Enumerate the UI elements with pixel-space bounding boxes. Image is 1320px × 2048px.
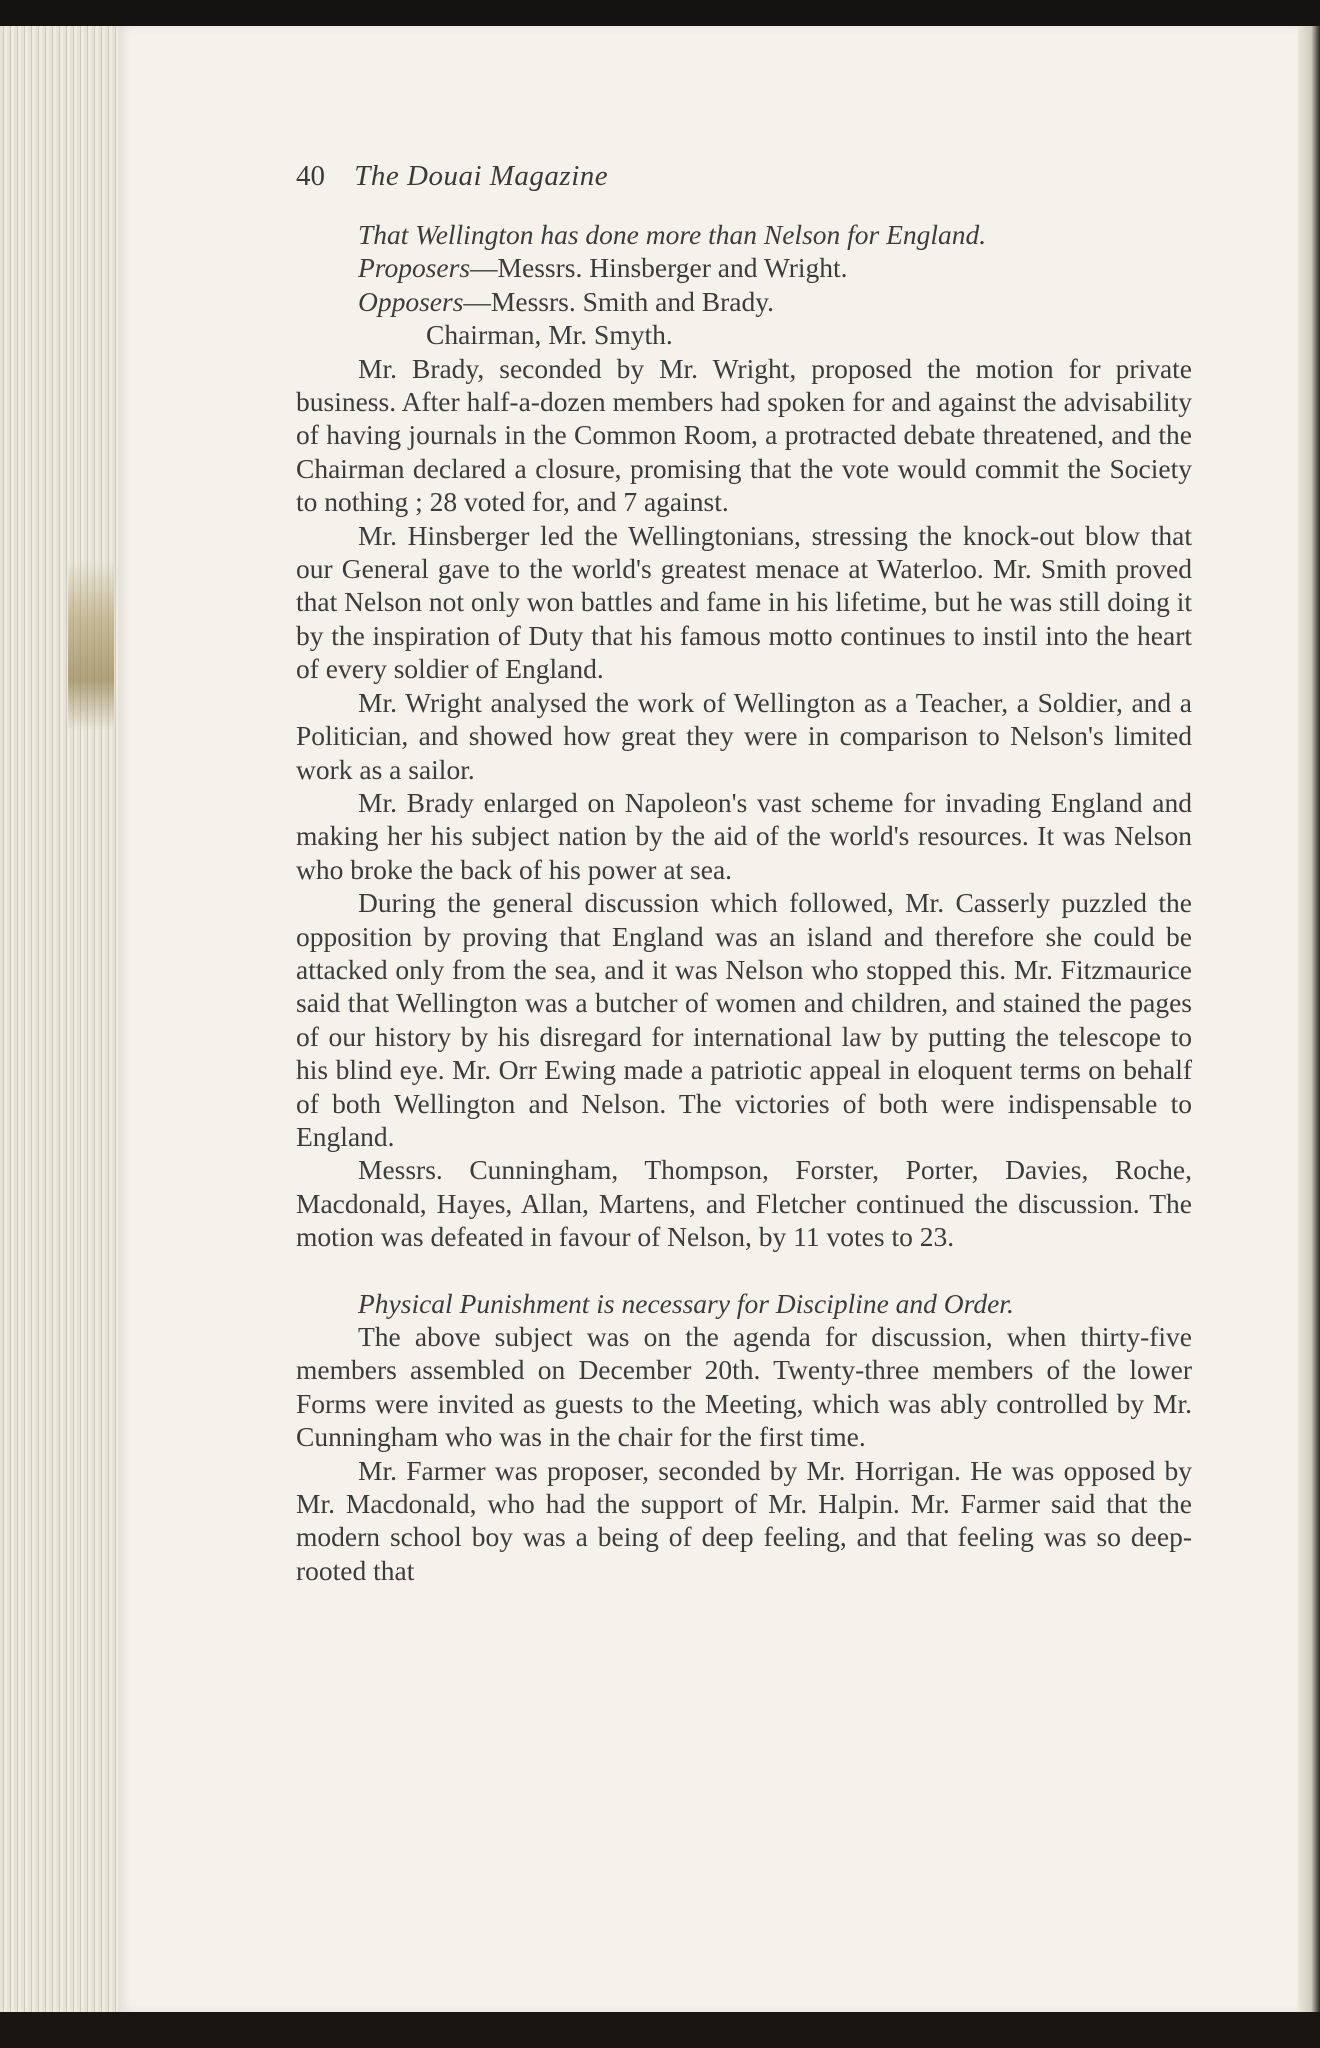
chairman-line: Chairman, Mr. Smyth. xyxy=(426,319,673,351)
running-header xyxy=(296,160,608,193)
paragraph: During the general discussion which followed, Mr. Casserly puzzled the opposition by proving that England was an island and therefore she could be attacked only from the sea, and it was Nelson who stopped this. Mr. Fitzmaurice said that Wellington was a butcher of women and children, and stained the pages of our history by his disregard for international law by putting the telescope to his blind eye. Mr. Orr Ewing made a patriotic appeal in eloquent terms on behalf of both Wellington and Nelson. The victories of both were indispensable to England. xyxy=(296,887,1192,1152)
paragraph: Mr. Farmer was proposer, seconded by Mr. Horrigan. He was opposed by Mr. Macdonald, who had the support of Mr. Halpin. Mr. Farmer said that the modern school boy was a being of deep feeling, and that feeling was so deep-rooted that xyxy=(296,1454,1192,1586)
paragraph: Mr. Brady, seconded by Mr. Wright, proposed the motion for private business. After half-a-dozen members had spoken for and against the advisability of having journals in the Common Room, a protracted debate threatened, and the Chairman declared a closure, promising that the vote would commit the Society to nothing ; 28 voted for, and 7 against. xyxy=(296,352,1192,518)
scan-top-border xyxy=(0,0,1320,26)
page-number: 40 xyxy=(296,160,325,192)
proposers-line xyxy=(296,251,1192,284)
proposers-names: —Messrs. Hinsberger and Wright. xyxy=(470,252,848,284)
section-gap xyxy=(296,1254,1192,1287)
article-body xyxy=(296,218,1192,1587)
opposers-names: —Messrs. Smith and Brady. xyxy=(463,285,775,317)
paragraph: Mr. Brady enlarged on Napoleon's vast scheme for invading England and making her his subject nation by the aid of the world's resources. It was Nelson who broke the back of his power at sea. xyxy=(296,786,1192,885)
opposers-line xyxy=(296,285,1192,318)
opposers-label: Opposers xyxy=(358,285,464,317)
paragraph: Messrs. Cunningham, Thompson, Forster, Porter, Davies, Roche, Macdonald, Hayes, Allan, Martens, and Fletcher continued the discussion. The motion was defeated in favour of Nelson, by 11 votes to 23. xyxy=(296,1154,1192,1253)
book-right-edge xyxy=(1298,26,1320,2012)
magazine-title: The Douai Magazine xyxy=(354,160,609,192)
paragraph: The above subject was on the agenda for discussion, when thirty-five members assembled on December 20th. Twenty-three members of the lower Forms were invited as guests to the Meeting, which was ably controlled by Mr. Cunningham who was in the chair for the first time. xyxy=(296,1321,1192,1453)
book-page-edges xyxy=(0,26,118,2012)
page-stain xyxy=(68,560,114,730)
proposers-label: Proposers xyxy=(358,252,471,284)
scan-bottom-border xyxy=(0,2012,1320,2048)
paragraph: Mr. Hinsberger led the Wellingtonians, stressing the knock-out blow that our General gave to the world's greatest menace at Waterloo. Mr. Smith proved that Nelson not only won battles and fame in his lifetime, but he was still doing it by the inspiration of Duty that his famous motto continues to instil into the heart of every soldier of England. xyxy=(296,519,1192,685)
paragraph: Mr. Wright analysed the work of Wellington as a Teacher, a Soldier, and a Politician, and showed how great they were in comparison to Nelson's limited work as a sailor. xyxy=(296,686,1192,785)
debate-motion-1: That Wellington has done more than Nelson for England. xyxy=(358,219,987,250)
debate-motion-2: Physical Punishment is necessary for Discipline and Order. xyxy=(358,1287,1014,1319)
